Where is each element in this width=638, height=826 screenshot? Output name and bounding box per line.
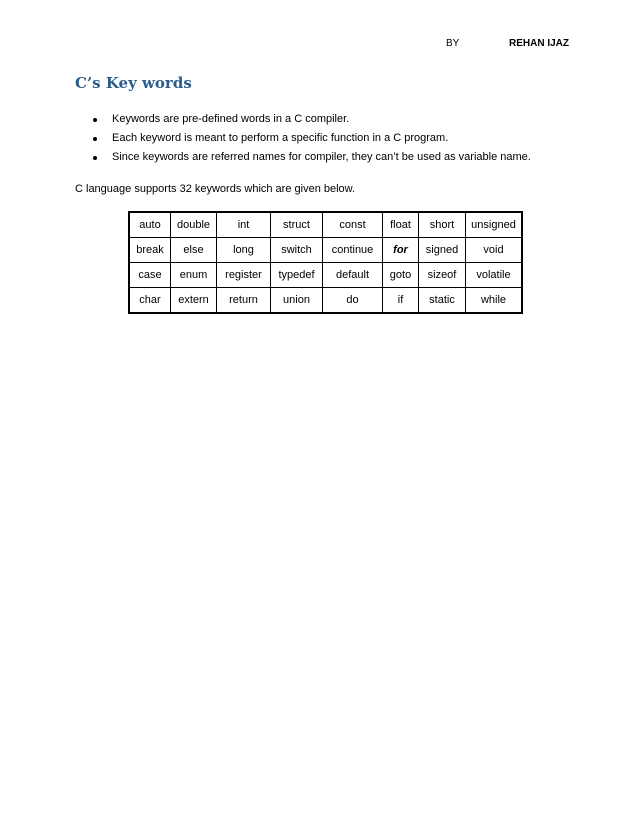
table-cell: do (323, 288, 383, 314)
keywords-table (128, 211, 523, 314)
table-row (129, 288, 522, 314)
table-cell: float (383, 212, 419, 238)
list-item (0, 129, 638, 148)
table-cell: typedef (271, 263, 323, 288)
table-cell: volatile (466, 263, 523, 288)
page-title: C’s Key words (75, 74, 192, 92)
table-row (129, 212, 522, 238)
page-header (0, 38, 638, 54)
table-cell: unsigned (466, 212, 523, 238)
bullet-text: Keywords are pre-defined words in a C compiler. (112, 113, 350, 125)
list-item (0, 110, 638, 129)
table-cell: long (217, 238, 271, 263)
table-cell: const (323, 212, 383, 238)
table-cell: signed (419, 238, 466, 263)
list-item (0, 148, 638, 167)
bullet-icon (93, 137, 97, 141)
bullet-icon (93, 118, 97, 122)
table-cell: sizeof (419, 263, 466, 288)
table-cell: static (419, 288, 466, 314)
bullet-list (0, 110, 638, 167)
table-cell: else (171, 238, 217, 263)
bullet-text: Since keywords are referred names for compiler, they can’t be used as variable name. (112, 151, 531, 163)
table-cell: double (171, 212, 217, 238)
intro-text: C language supports 32 keywords which are given below. (75, 183, 356, 195)
bullet-icon (93, 156, 97, 160)
table-cell: continue (323, 238, 383, 263)
table-cell: break (129, 238, 171, 263)
header-by: BY (446, 38, 460, 49)
table-cell: char (129, 288, 171, 314)
table-cell: short (419, 212, 466, 238)
table-cell: switch (271, 238, 323, 263)
table-cell: return (217, 288, 271, 314)
table-cell: enum (171, 263, 217, 288)
table-cell: if (383, 288, 419, 314)
table-cell: register (217, 263, 271, 288)
table-cell: goto (383, 263, 419, 288)
table-cell: case (129, 263, 171, 288)
table-cell: union (271, 288, 323, 314)
table-row (129, 263, 522, 288)
table-cell: struct (271, 212, 323, 238)
table-cell: extern (171, 288, 217, 314)
table-row (129, 238, 522, 263)
table-cell: void (466, 238, 523, 263)
table-cell: while (466, 288, 523, 314)
table-cell: int (217, 212, 271, 238)
table-cell-emphasized: for (383, 238, 419, 263)
table-cell: default (323, 263, 383, 288)
header-author: REHAN IJAZ (509, 38, 570, 49)
table-cell: auto (129, 212, 171, 238)
bullet-text: Each keyword is meant to perform a specific function in a C program. (112, 132, 449, 144)
